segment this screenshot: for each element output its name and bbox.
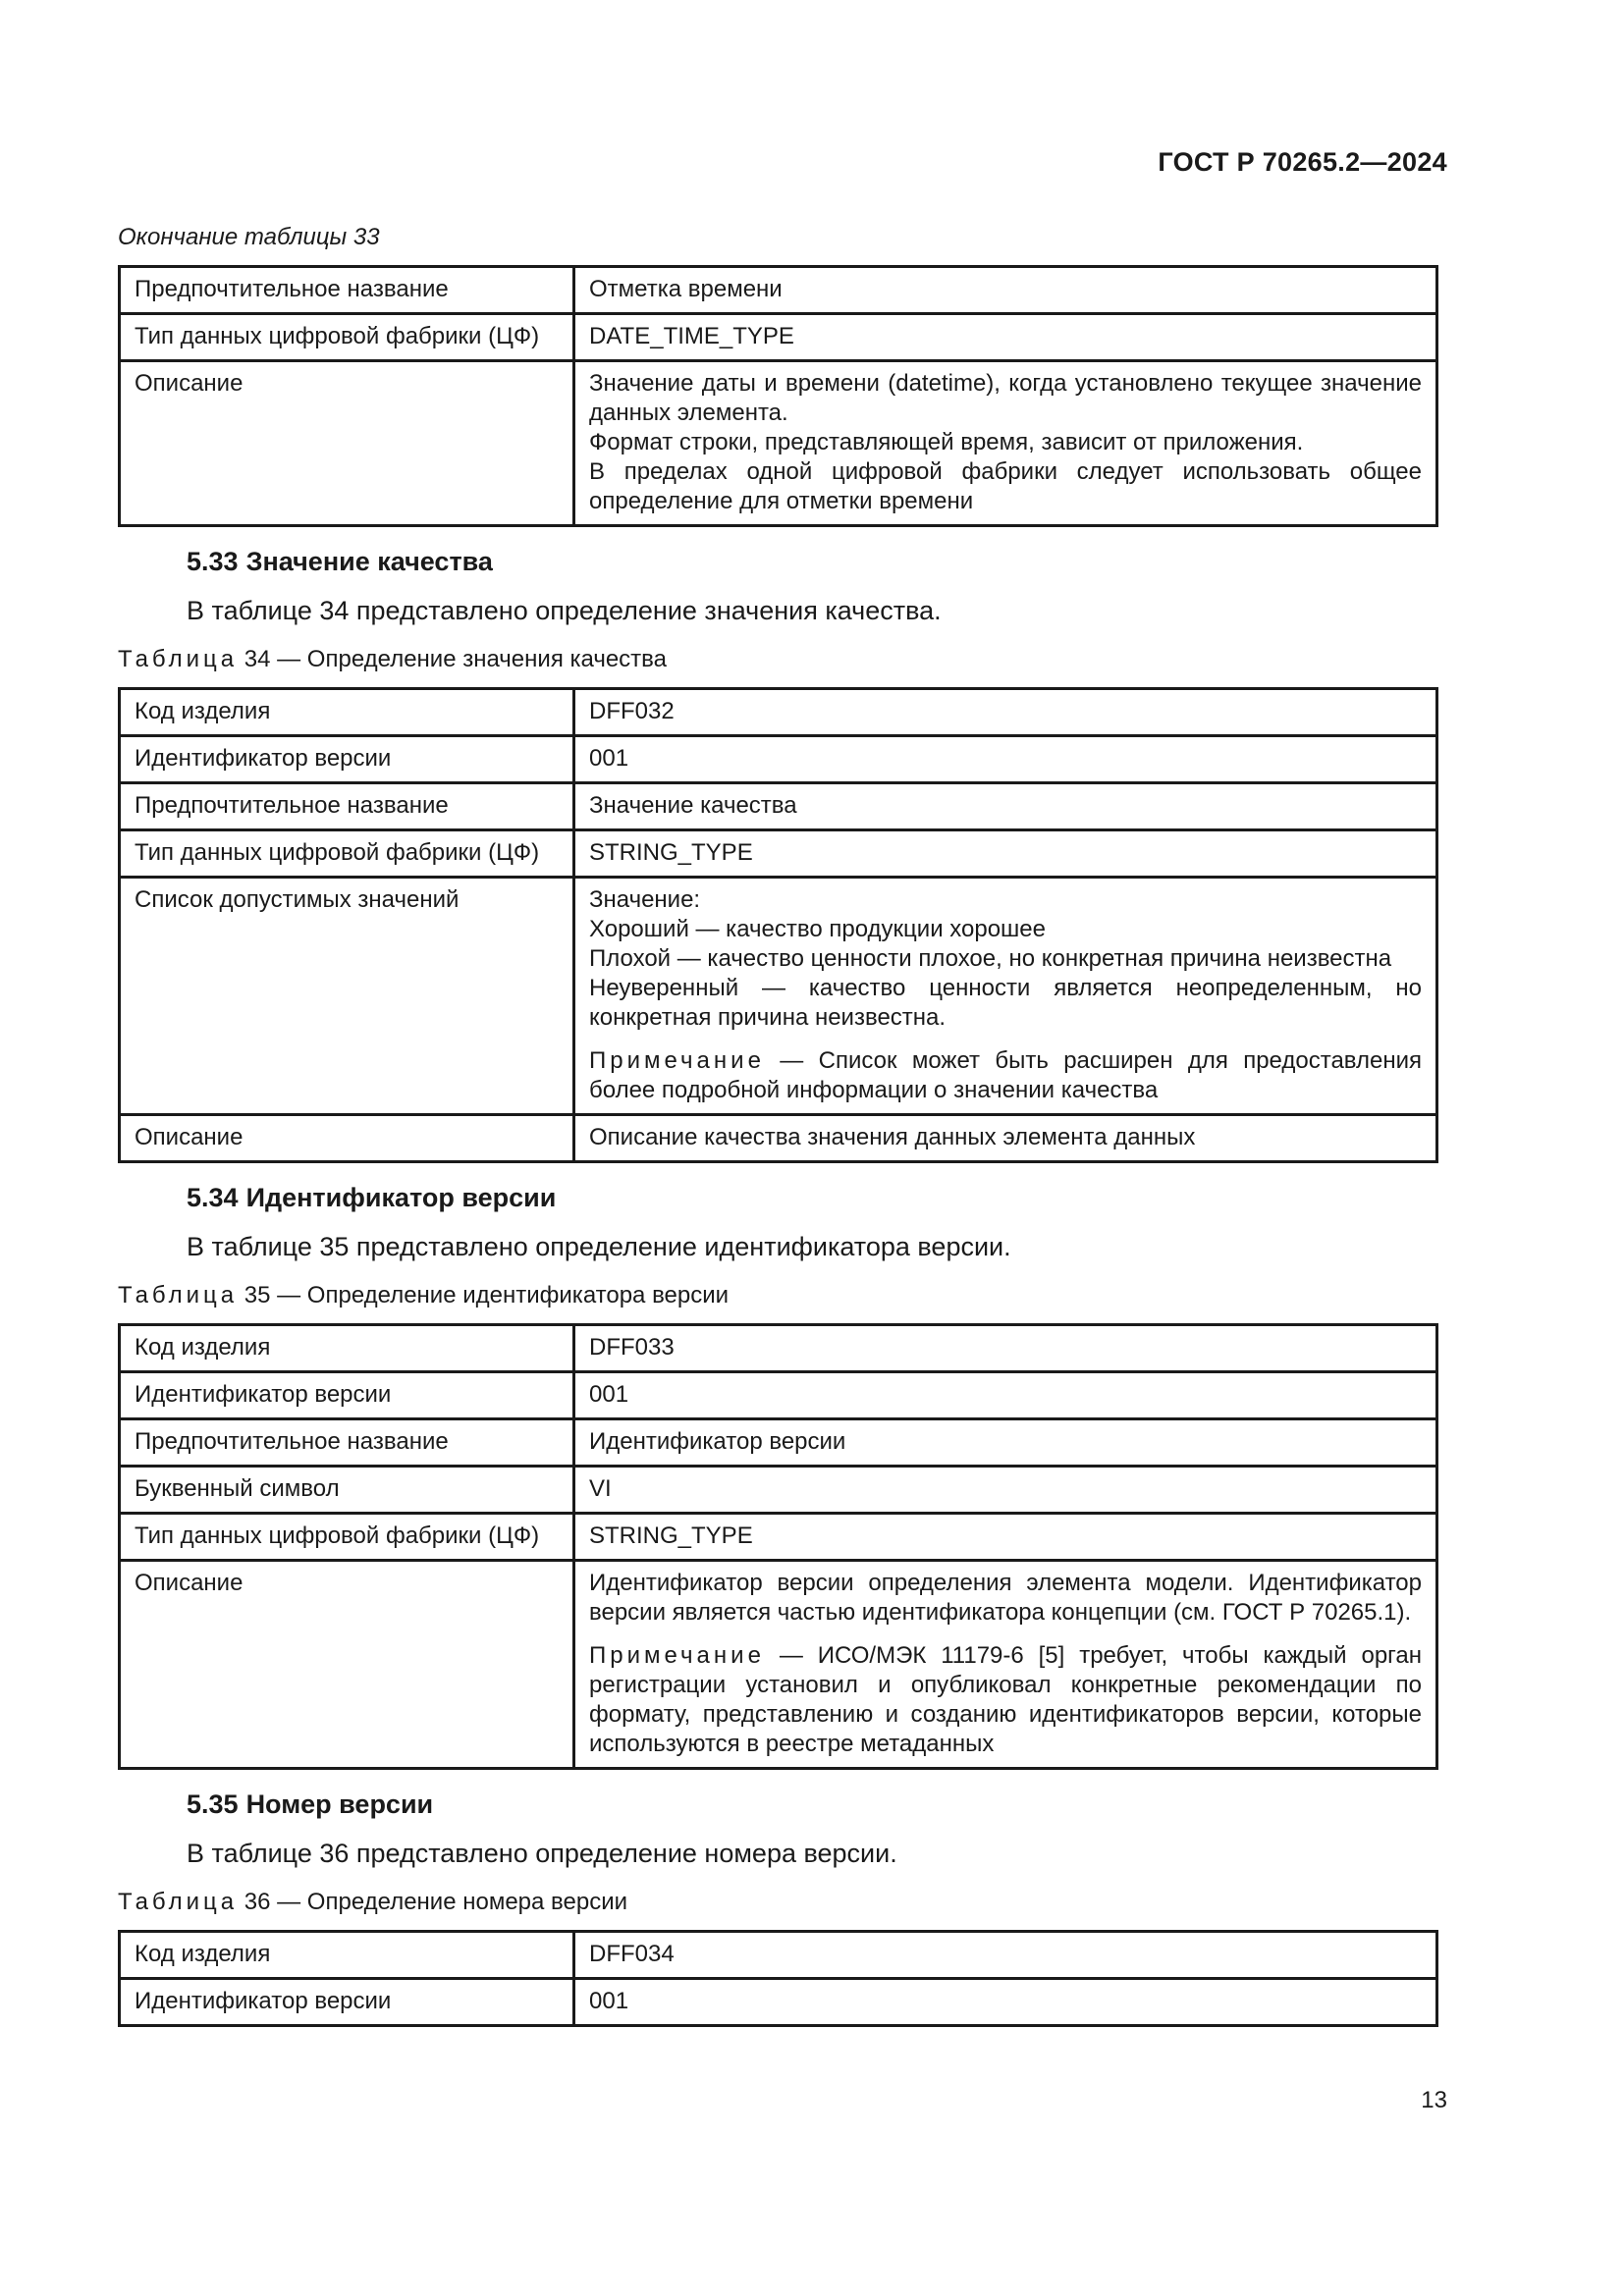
table-row <box>120 736 1437 783</box>
row-label: Предпочтительное название <box>120 1419 574 1467</box>
section-number: 5.33 <box>187 547 239 576</box>
row-label: Код изделия <box>120 1932 574 1979</box>
row-label: Предпочтительное название <box>120 783 574 830</box>
section-title: Значение качества <box>245 547 493 576</box>
table-row <box>120 1372 1437 1419</box>
row-label: Тип данных цифровой фабрики (ЦФ) <box>120 830 574 878</box>
row-label: Буквенный символ <box>120 1467 574 1514</box>
section-number: 5.34 <box>187 1183 239 1212</box>
table-35 <box>118 1323 1438 1770</box>
table-33-continuation-caption: Окончание таблицы 33 <box>118 224 380 250</box>
row-value: DFF034 <box>574 1932 1437 1979</box>
table-caption-text: 35 — Определение идентификатора версии <box>238 1282 730 1308</box>
section-title: Идентификатор версии <box>245 1183 557 1212</box>
note-word: Примечание <box>589 1642 765 1669</box>
section-intro: В таблице 34 представлено определение значения качества. <box>187 596 942 625</box>
page-content <box>118 224 1438 2027</box>
table-caption-text: 34 — Определение значения качества <box>238 646 667 672</box>
row-label: Описание <box>120 1115 574 1162</box>
note-text: — Список может быть расширен для предоставления более подробной информации о значении качества <box>589 1047 1422 1103</box>
row-value: DATE_TIME_TYPE <box>574 314 1437 361</box>
row-label: Тип данных цифровой фабрики (ЦФ) <box>120 314 574 361</box>
note-text: — ИСО/МЭК 11179-6 [5] требует, чтобы каждый орган регистрации установил и опубликовал конкретные рекомендации по формату, представлению и созданию идентификаторов версии, которые используются в реестре метаданных <box>589 1642 1422 1757</box>
description-line: В пределах одной цифровой фабрики следует использовать общее определение для отметки времени <box>589 458 1422 514</box>
row-value: STRING_TYPE <box>574 1514 1437 1561</box>
table-row <box>120 1561 1437 1769</box>
table-row <box>120 1467 1437 1514</box>
description-text: Идентификатор версии определения элемента модели. Идентификатор версии является частью идентификатора концепции (см. ГОСТ Р 70265.1). <box>589 1570 1422 1626</box>
table-caption-word: Таблица <box>118 1282 239 1308</box>
description-line: Формат строки, представляющей время, зависит от приложения. <box>589 429 1304 455</box>
section-heading-5-35 <box>187 1789 1438 1823</box>
row-label: Тип данных цифровой фабрики (ЦФ) <box>120 1514 574 1561</box>
row-value: VI <box>574 1467 1437 1514</box>
value-line: Хороший — качество продукции хорошее <box>589 916 1046 942</box>
value-line: Неуверенный — качество ценности является неопределенным, но конкретная причина неизвестна. <box>589 975 1422 1031</box>
row-value: Идентификатор версии <box>574 1419 1437 1467</box>
section-number: 5.35 <box>187 1789 239 1819</box>
row-label: Идентификатор версии <box>120 736 574 783</box>
row-label: Предпочтительное название <box>120 267 574 314</box>
table-row <box>120 1979 1437 2026</box>
table-row <box>120 830 1437 878</box>
row-label: Описание <box>120 1561 574 1769</box>
value-line: Плохой — качество ценности плохое, но конкретная причина неизвестна <box>589 945 1392 972</box>
table-35-caption <box>118 1282 1438 1309</box>
table-row <box>120 783 1437 830</box>
table-row <box>120 1115 1437 1162</box>
row-label: Список допустимых значений <box>120 878 574 1115</box>
section-intro: В таблице 36 представлено определение номера версии. <box>187 1839 897 1868</box>
table-note <box>589 1641 1422 1759</box>
row-value <box>574 1561 1437 1769</box>
section-heading-5-34 <box>187 1183 1438 1216</box>
row-label: Описание <box>120 361 574 526</box>
table-row <box>120 878 1437 1115</box>
section-title: Номер версии <box>245 1789 434 1819</box>
row-value: Отметка времени <box>574 267 1437 314</box>
table-caption-text: 36 — Определение номера версии <box>238 1889 628 1915</box>
table-caption-word: Таблица <box>118 1889 239 1915</box>
row-label: Код изделия <box>120 1325 574 1372</box>
description-line: Значение даты и времени (datetime), когда установлено текущее значение данных элемента. <box>589 370 1422 426</box>
value-line: Значение: <box>589 886 701 913</box>
row-value <box>574 361 1437 526</box>
table-note <box>589 1046 1422 1105</box>
row-value: 001 <box>574 736 1437 783</box>
section-heading-5-33 <box>187 547 1438 580</box>
row-label: Идентификатор версии <box>120 1372 574 1419</box>
note-word: Примечание <box>589 1047 765 1074</box>
page-number: 13 <box>1421 2087 1447 2113</box>
table-caption-word: Таблица <box>118 646 239 672</box>
row-value: DFF033 <box>574 1325 1437 1372</box>
table-row <box>120 1514 1437 1561</box>
row-value: Значение качества <box>574 783 1437 830</box>
table-36 <box>118 1930 1438 2027</box>
table-row <box>120 1325 1437 1372</box>
table-36-caption <box>118 1889 1438 1916</box>
document-designation: ГОСТ Р 70265.2—2024 <box>1158 147 1447 177</box>
table-33 <box>118 265 1438 527</box>
table-row <box>120 1419 1437 1467</box>
row-value: STRING_TYPE <box>574 830 1437 878</box>
table-row <box>120 1932 1437 1979</box>
table-row <box>120 267 1437 314</box>
table-34 <box>118 687 1438 1163</box>
table-row <box>120 689 1437 736</box>
row-value: 001 <box>574 1372 1437 1419</box>
table-row <box>120 314 1437 361</box>
row-label: Идентификатор версии <box>120 1979 574 2026</box>
row-value <box>574 878 1437 1115</box>
row-value: Описание качества значения данных элемента данных <box>574 1115 1437 1162</box>
section-intro: В таблице 35 представлено определение идентификатора версии. <box>187 1232 1011 1261</box>
table-34-caption <box>118 646 1438 673</box>
table-row <box>120 361 1437 526</box>
row-label: Код изделия <box>120 689 574 736</box>
row-value: DFF032 <box>574 689 1437 736</box>
row-value: 001 <box>574 1979 1437 2026</box>
